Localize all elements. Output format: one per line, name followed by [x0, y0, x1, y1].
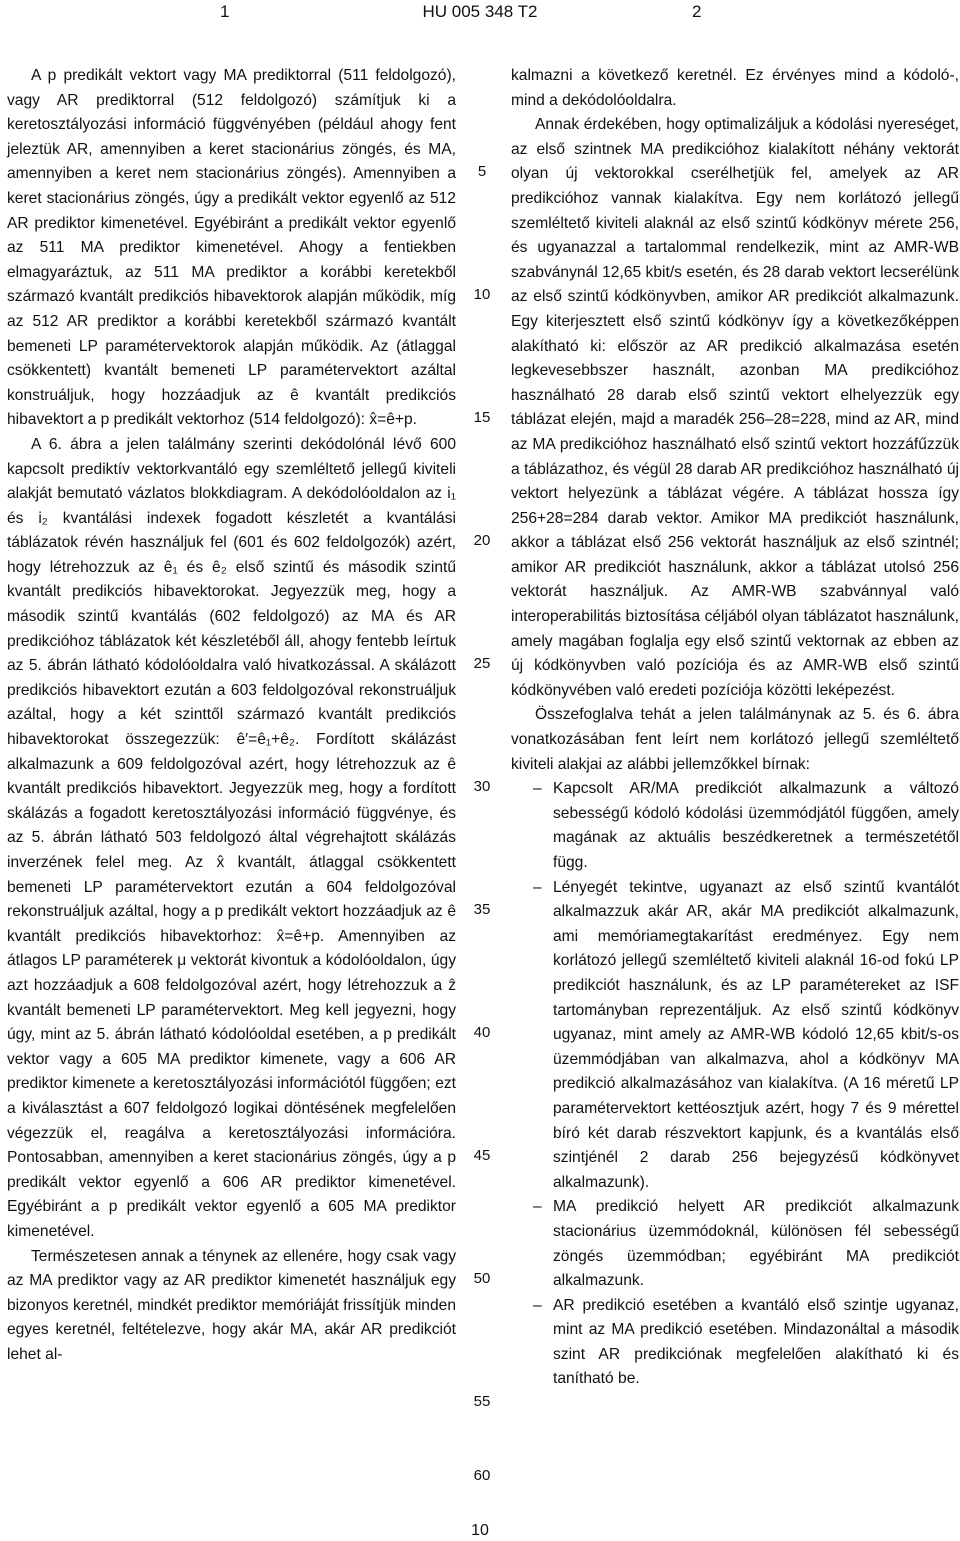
header-page-left: 1: [220, 2, 230, 21]
list-item: – MA predikció helyett AR predikciót alkalmazunk stacionárius üzemmódoknál, különösen fél sebességű zöngés üzemmódban; egyébiránt MA predikciót alkalmazunk.: [511, 1195, 959, 1293]
line-number: 5: [477, 163, 487, 180]
paragraph: Természetesen annak a ténynek az ellenére, hogy csak vagy az MA prediktor vagy az AR prediktor kimenetét használjuk egy bizonyos keretnél, mindkét prediktor memóriáját frissítjük minden egyes keretnél, feltételezve, hogy akár MA, akár AR predikciót lehet al-: [7, 1247, 456, 1363]
line-number: 20: [473, 532, 491, 549]
line-number: 55: [473, 1393, 491, 1410]
left-column: [7, 64, 456, 1367]
header-page-right: 2: [692, 2, 702, 21]
line-number: 15: [473, 409, 491, 426]
list-item: – Kapcsolt AR/MA predikciót alkalmazunk a változó sebességű kódoló kódolási üzemmódjától függően, amely magának az aktuális beszédkeretnek a természetétől függ.: [511, 777, 959, 875]
paragraph: kalmazni a következő keretnél. Ez érvényes mind a kódoló-, mind a dekódolóoldalra.: [511, 67, 959, 109]
line-number: 50: [473, 1270, 491, 1287]
feature-list: [511, 777, 959, 1392]
list-item: – Lényegét tekintve, ugyanazt az első szintű kvantálót alkalmazzuk akár AR, akár MA predikciót alkalmazunk, ami memóriamegtakarítást eredményez. Egy nem korlátozó jellegű szemléltető kiviteli alaknál 16-od fokú LP predikciót használunk, és az LP paramétereket az ISF tartományban reprezentáljuk. Az első szintű kódkönyv ugyanaz, mint amely az AMR-WB kódoló 12,65 kbit/s-os üzemmódjában van alkalmazva, ahol a kódkönyv MA predikció alkalmazásához van kialakítva. (A 16 méretű LP paramétervektort kettéosztjuk azért, hogy 7 és 9 mérettel bíró két darab részvektort kapjunk, és a kvantálás első szintjénél 2 darab 256 bejegyzésű kódkönyvet alkalmazunk).: [511, 876, 959, 1196]
footer-page-number: 10: [471, 1522, 489, 1539]
paragraph: Összefoglalva tehát a jelen találmánynak az 5. és 6. ábra vonatkozásában fent leírt nem korlátozó jellegű szemléltető kiviteli alakjai az alábbi jellemzőkkel bírnak:: [511, 706, 959, 773]
line-number: 60: [473, 1467, 491, 1484]
list-item: – AR predikció esetében a kvantáló első szintje ugyanaz, mint az MA predikció esetében. Mindazonáltal a második szint AR predikciónak megfelelően alakítható ki és tanítható be.: [511, 1294, 959, 1392]
paragraph: A 6. ábra a jelen találmány szerinti dekódolónál lévő 600 kapcsolt prediktív vektorkvantáló egy szemléltető jellegű kiviteli alakját bemutató vázlatos blokkdiagram. A dekódolóoldalon az i₁ és i₂ kvantálási indexek fogadott készletét a kvantálási táblázatok révén használjuk fel (601 és 602 feldolgozók) azért, hogy létrehozzuk az ê₁ és ê₂ első szintű és második szintű kvantált predikciós hibavektorokat. Jegyezzük meg, hogy a második szintű kvantálás (602 feldolgozó) az MA és AR predikcióhoz táblázatok két készletéből áll, ahogy fentebb leírtuk az 5. ábrán látható kódolóoldalra való hivatkozással. A skálázott predikciós hibavektort ezután a 603 feldolgozóval rekonstruáljuk azáltal, hogy a két szinttől származó kvantált predikciós hibavektorokat összegezzük: ê′=ê₁+ê₂. Fordított skálázást alkalmazunk a 609 feldolgozóval azért, hogy létrehozzuk az ê kvantált predikciós hibavektort. Jegyezzük meg, hogy a fordított skálázás a fogadott keretosztályozási információ függvénye, és az 5. ábrán látható 503 feldolgozó által végrehajtott skálázás inverzének felel meg. Az x̂ kvantált, átlaggal csökkentett bemeneti LP paramétervektort ezután a 604 feldolgozóval rekonstruáljuk azáltal, hogy a p predikált vektort hozzáadjuk az ê kvantált predikciós hibavektorhoz: x̂=ê+p. Amennyiben az átlagos LP paraméterek μ vektorát kivontuk a kódolóoldalon, úgy azt hozzáadjuk a 608 feldolgozóval azért, hogy létrehozzuk a ẑ kvantált bemeneti LP paramétervektort. Meg kell jegyezni, hogy úgy, mint az 5. ábrán látható kódolóoldal esetében, a p predikált vektor vagy a 605 MA prediktor kimenete, vagy a 606 AR prediktor kimenete a keretosztályozási információtól függően; ezt a kiválasztást a 607 feldolgozó logikai döntésének megfelelően végezzük el, reagálva a keretosztályozási információra. Pontosabban, amennyiben a keret stacionárius zöngés, úgy a p predikált vektor egyenlő a 606 AR prediktor kimenetével. Egyébiránt a p predikált vektor egyenlő a 605 MA prediktor kimenetével.: [7, 435, 456, 1240]
line-number: 45: [473, 1147, 491, 1164]
line-number: 10: [473, 286, 491, 303]
line-number: 25: [473, 655, 491, 672]
paragraph: Annak érdekében, hogy optimalizáljuk a kódolási nyereséget, az első szintnek MA predikcióhoz kialakított néhány vektorát olyan új vektorokkal cserélhetjük fel, amelyek az AR predikcióhoz vannak kialakítva. Egy nem korlátozó jellegű szemléltető kiviteli alaknál az első szintű kódkönyv mérete 256, és ugyanazzal a tartalommal rendelkezik, mint az AMR-WB szabványnál 12,65 kbit/s esetén, és 28 darab vektort lecserélünk az első szintű kódkönyvben, amikor AR predikciót alkalmazunk. Egy kiterjesztett első szintű kódkönyv így a következőképpen alakítható ki: először az AR predikció alkalmazása esetén legkevesebbszer használt, azonban MA predikcióhoz használható 28 darab első szintű vektort elhelyezzük egy táblázat elején, majd a maradék 256–28=228, mind az AR, mind az MA predikcióhoz használható első szintű vektort hozzáfűzzük a táblázathoz, és végül 28 darab AR predikcióhoz használható új vektort helyezünk a táblázat végére. A táblázat hossza így 256+28=284 darab vektor. Amikor MA predikciót használunk, akkor a táblázat első 256 vektorát használjuk az első szintnél; amikor AR predikciót használunk, akkor a táblázat utolsó 256 vektorát használjuk. Az AMR-WB szabvánnyal való interoperabilitás biztosítása céljából olyan táblázatot használunk, amely magában foglalja egy első szintű vektornak az ebben az új kódkönyvben való pozíciója és az AMR-WB első szintű kódkönyvében való eredeti pozíciója közötti leképezést.: [511, 116, 959, 699]
line-number: 35: [473, 901, 491, 918]
line-number: 30: [473, 778, 491, 795]
line-number: 40: [473, 1024, 491, 1041]
right-column: [511, 64, 959, 1392]
header-patent-number: HU 005 348 T2: [422, 2, 538, 21]
paragraph: A p predikált vektort vagy MA prediktorral (511 feldolgozó), vagy AR prediktorral (512 feldolgozó) számítjuk ki a keretosztályozási információ függvényében (például ahogy fent jeleztük AR, amennyiben a keret stacionárius zöngés, és MA, amennyiben a keret nem stacionárius zöngés). Amennyiben a keret stacionárius zöngés, úgy a predikált vektor egyenlő az 512 AR prediktor kimenetével. Egyébiránt a predikált vektor egyenlő az 511 MA prediktor kimenetével. Ahogy a fentiekben elmagyaráztuk, az 511 MA prediktor a korábbi keretekből származó kvantált predikciós hibavektorok alapján működik, míg az 512 AR prediktor a korábbi keretekből származó kvantált bemeneti LP paramétervektorok alapján működik. Az (átlaggal csökkentett) kvantált bemeneti LP paramétervektort azáltal konstruáljuk, hogy hozzáadjuk az ê kvantált predikciós hibavektort a p predikált vektorhoz (514 feldolgozó): x̂=ê+p.: [7, 67, 456, 429]
